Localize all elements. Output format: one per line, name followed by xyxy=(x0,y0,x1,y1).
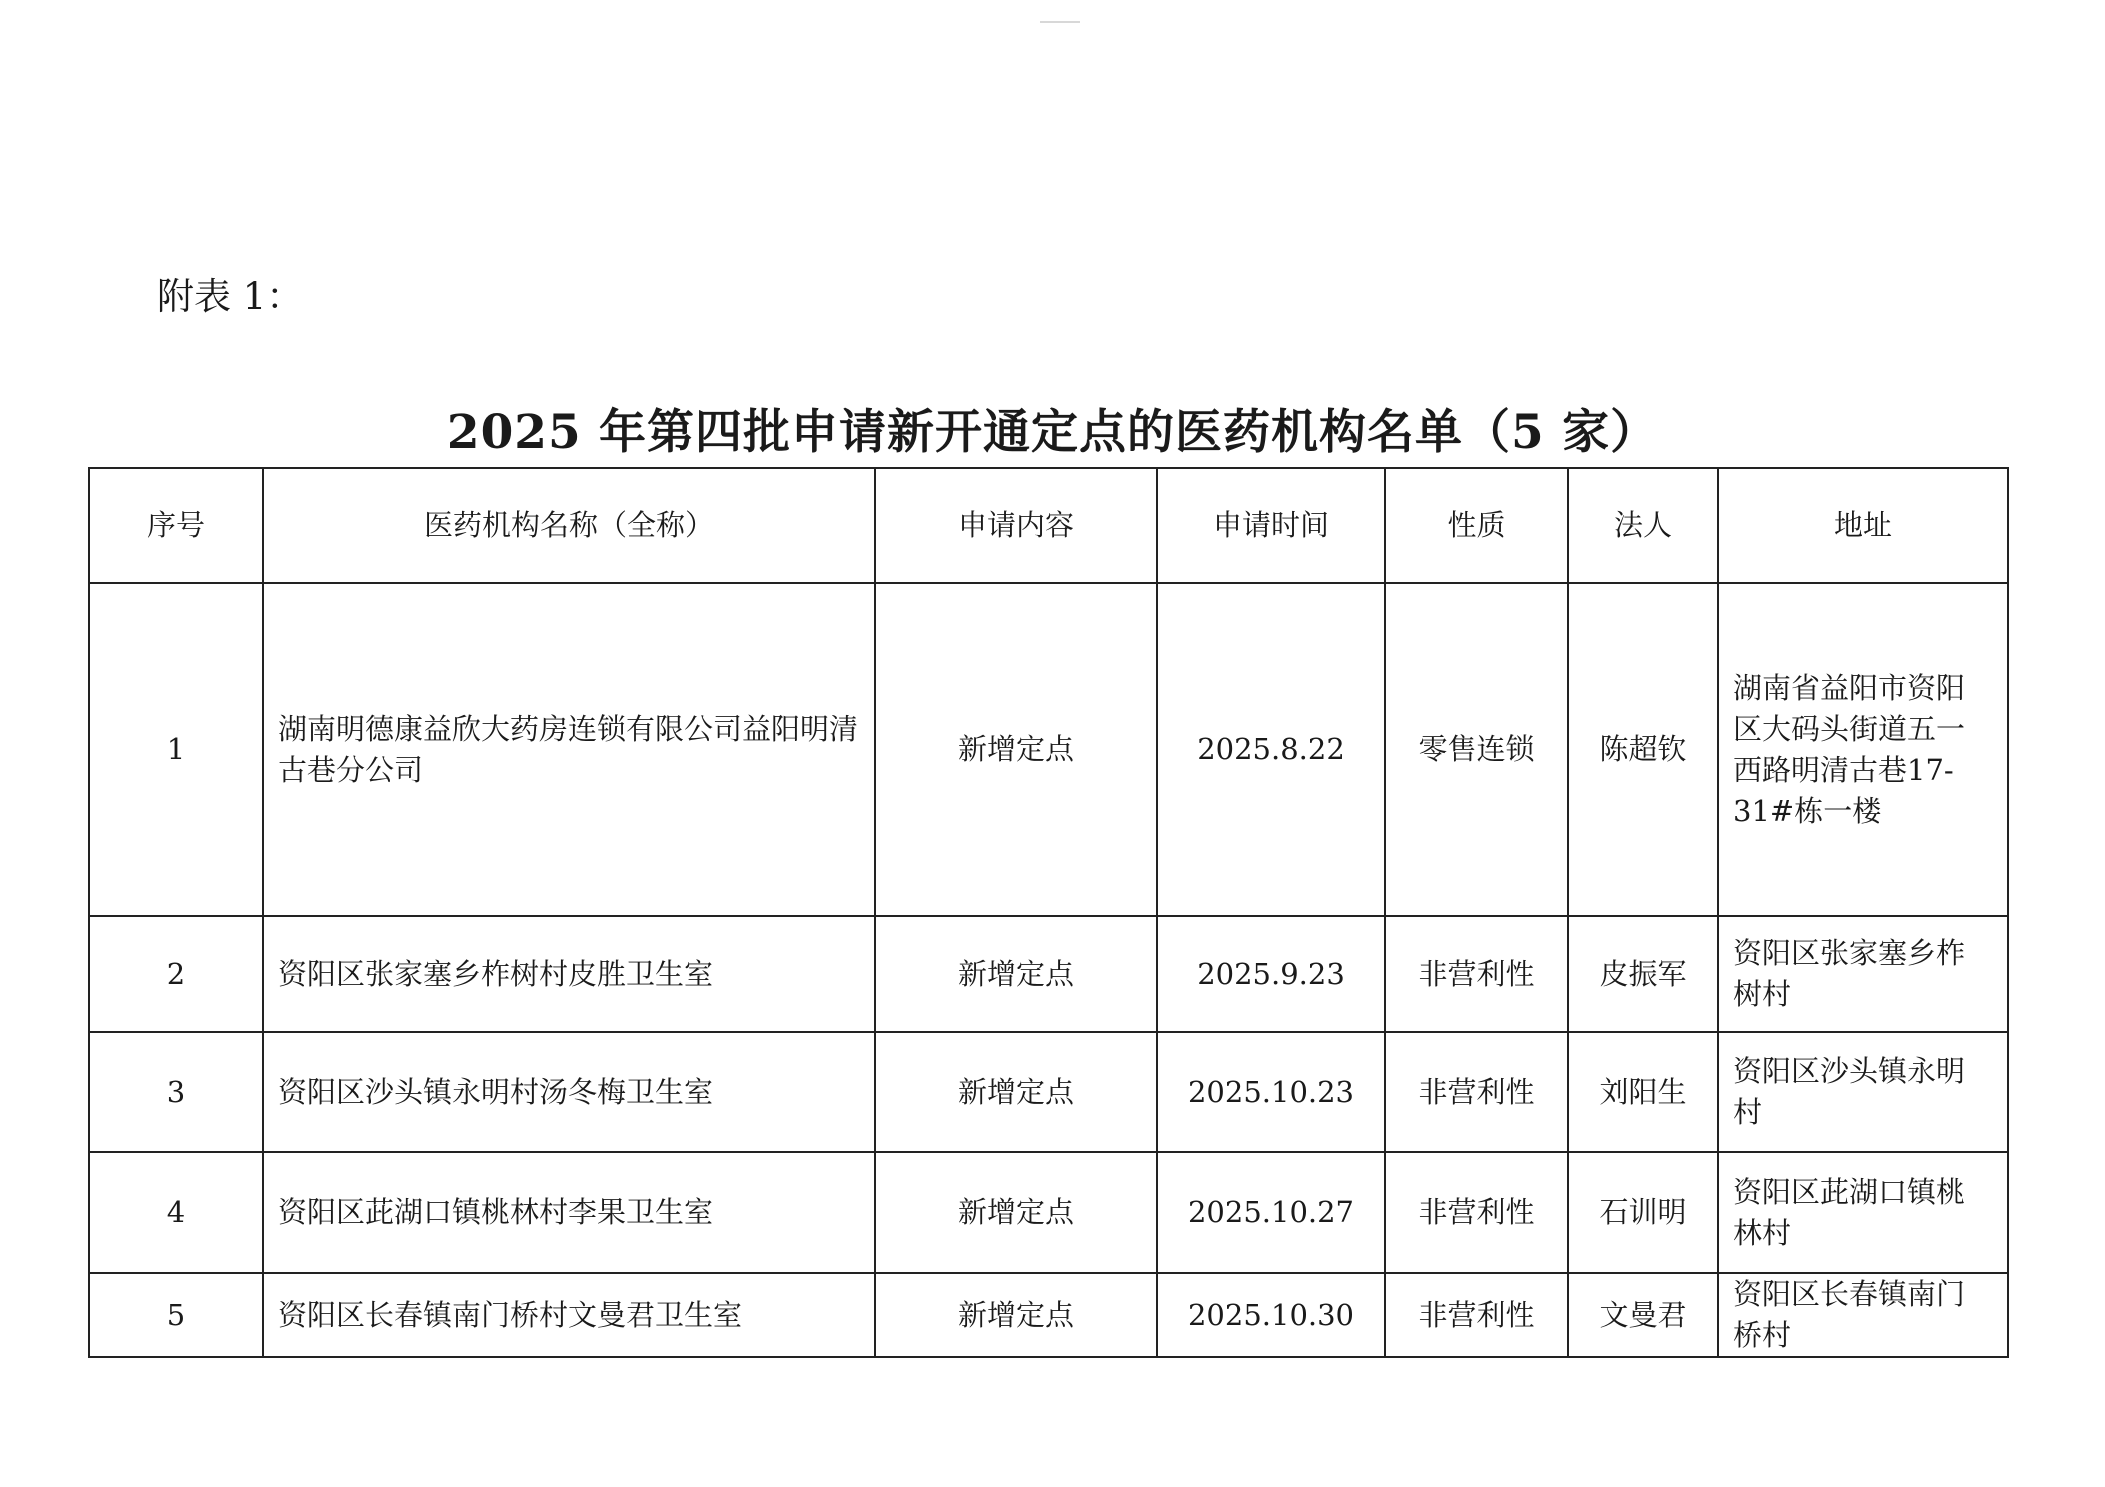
table-row xyxy=(89,1273,2008,1357)
header-legal-person: 法人 xyxy=(1568,468,1718,583)
application-date-cell: 2025.10.27 xyxy=(1157,1152,1385,1273)
application-date-cell: 2025.10.23 xyxy=(1157,1032,1385,1152)
application-content-cell: 新增定点 xyxy=(875,1273,1157,1357)
attachment-label: 附表 1： xyxy=(157,275,304,318)
legal-person-cell: 文曼君 xyxy=(1568,1273,1718,1357)
application-content-cell: 新增定点 xyxy=(875,1152,1157,1273)
institution-name-cell: 资阳区沙头镇永明村汤冬梅卫生室 xyxy=(263,1032,875,1152)
address-cell: 资阳区长春镇南门桥村 xyxy=(1718,1273,2008,1357)
header-serial-number: 序号 xyxy=(89,468,263,583)
application-date-cell: 2025.8.22 xyxy=(1157,583,1385,916)
table-row xyxy=(89,583,2008,916)
document-title: 2025 年第四批申请新开通定点的医药机构名单（5 家） xyxy=(446,405,1659,460)
serial-number-cell: 5 xyxy=(89,1273,263,1357)
serial-number-cell: 1 xyxy=(89,583,263,916)
header-application-date: 申请时间 xyxy=(1157,468,1385,583)
application-date-cell: 2025.9.23 xyxy=(1157,916,1385,1032)
legal-person-cell: 刘阳生 xyxy=(1568,1032,1718,1152)
address-cell: 资阳区张家塞乡柞树村 xyxy=(1718,916,2008,1032)
legal-person-cell: 陈超钦 xyxy=(1568,583,1718,916)
institution-name-cell: 资阳区茈湖口镇桃林村李果卫生室 xyxy=(263,1152,875,1273)
address-cell: 湖南省益阳市资阳区大码头街道五一西路明清古巷17-31#栋一楼 xyxy=(1718,583,2008,916)
application-content-cell: 新增定点 xyxy=(875,916,1157,1032)
nature-cell: 非营利性 xyxy=(1385,1273,1568,1357)
header-address: 地址 xyxy=(1718,468,2008,583)
address-cell: 资阳区沙头镇永明村 xyxy=(1718,1032,2008,1152)
header-application-content: 申请内容 xyxy=(875,468,1157,583)
serial-number-cell: 4 xyxy=(89,1152,263,1273)
application-date-cell: 2025.10.30 xyxy=(1157,1273,1385,1357)
serial-number-cell: 2 xyxy=(89,916,263,1032)
scan-mark xyxy=(1040,21,1080,23)
address-cell: 资阳区茈湖口镇桃林村 xyxy=(1718,1152,2008,1273)
legal-person-cell: 皮振军 xyxy=(1568,916,1718,1032)
application-content-cell: 新增定点 xyxy=(875,1032,1157,1152)
nature-cell: 非营利性 xyxy=(1385,916,1568,1032)
table-header-row xyxy=(89,468,2008,583)
nature-cell: 非营利性 xyxy=(1385,1152,1568,1273)
institution-name-cell: 资阳区张家塞乡柞树村皮胜卫生室 xyxy=(263,916,875,1032)
table-row xyxy=(89,916,2008,1032)
serial-number-cell: 3 xyxy=(89,1032,263,1152)
header-institution-name: 医药机构名称（全称） xyxy=(263,468,875,583)
legal-person-cell: 石训明 xyxy=(1568,1152,1718,1273)
header-nature: 性质 xyxy=(1385,468,1568,583)
institution-name-cell: 资阳区长春镇南门桥村文曼君卫生室 xyxy=(263,1273,875,1357)
nature-cell: 零售连锁 xyxy=(1385,583,1568,916)
institution-table xyxy=(88,467,2009,1358)
application-content-cell: 新增定点 xyxy=(875,583,1157,916)
table-row xyxy=(89,1152,2008,1273)
nature-cell: 非营利性 xyxy=(1385,1032,1568,1152)
table-row xyxy=(89,1032,2008,1152)
institution-name-cell: 湖南明德康益欣大药房连锁有限公司益阳明清古巷分公司 xyxy=(263,583,875,916)
